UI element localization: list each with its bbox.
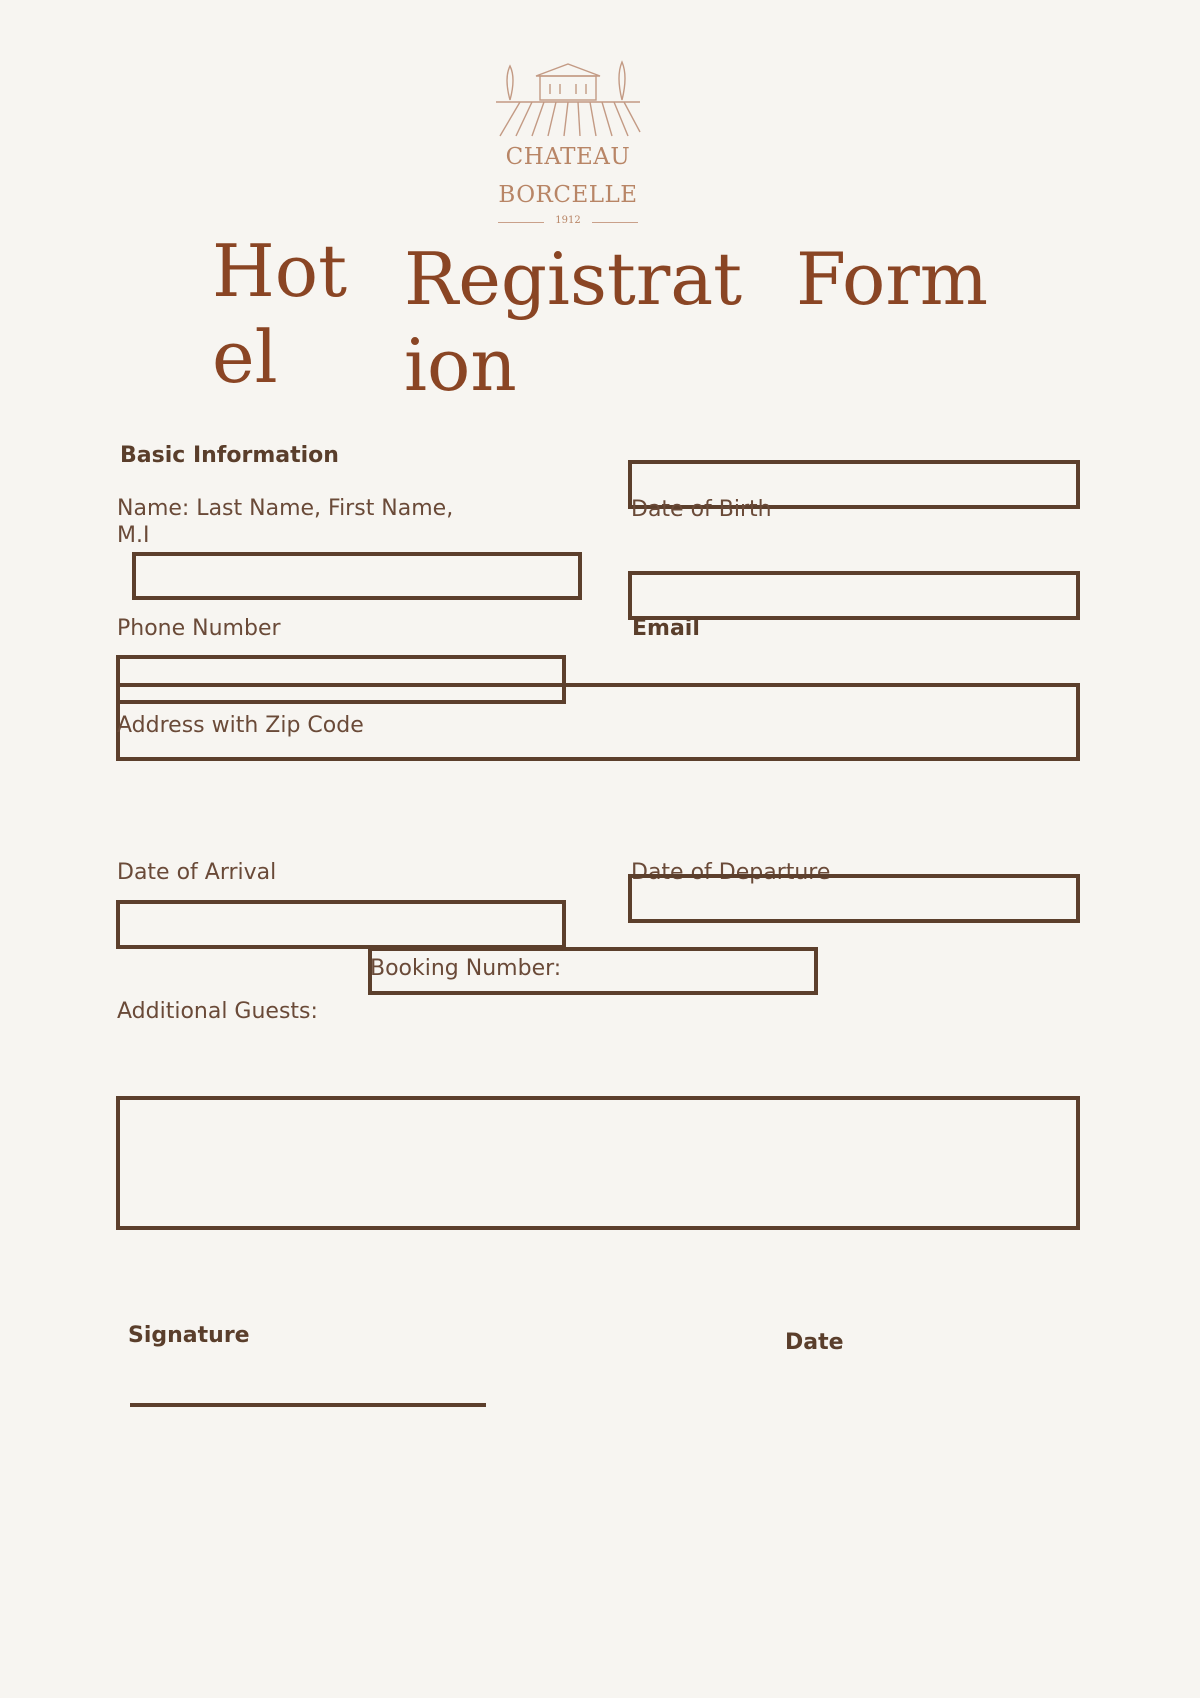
date-of-arrival-field[interactable] bbox=[116, 900, 566, 949]
date-of-departure-label: Date of Departure bbox=[631, 860, 831, 885]
name-field[interactable] bbox=[132, 552, 582, 600]
email-label: Email bbox=[632, 616, 700, 641]
name-label: Name: Last Name, First Name, M.I bbox=[117, 496, 454, 548]
date-of-arrival-label: Date of Arrival bbox=[117, 860, 277, 885]
logo-year: 1912 bbox=[555, 215, 581, 226]
additional-guests-field[interactable] bbox=[116, 1096, 1080, 1230]
title-word-hotel: Hotel bbox=[212, 229, 348, 399]
title-word-registration: Registration bbox=[404, 237, 743, 407]
additional-guests-label: Additional Guests: bbox=[117, 999, 318, 1024]
logo-line-chateau: CHATEAU bbox=[505, 144, 631, 170]
booking-number-label: Booking Number: bbox=[370, 956, 562, 981]
title-word-form: Form bbox=[796, 237, 989, 321]
logo-line-borcelle: BORCELLE bbox=[498, 182, 638, 208]
date-of-departure-field[interactable] bbox=[628, 874, 1080, 923]
chateau-borcelle-logo bbox=[490, 58, 646, 230]
signature-line[interactable] bbox=[130, 1403, 486, 1407]
signature-label: Signature bbox=[128, 1323, 250, 1348]
logo-rule-right bbox=[592, 222, 638, 223]
section-heading-basic-info: Basic Information bbox=[120, 443, 339, 468]
date-label: Date bbox=[785, 1330, 844, 1355]
date-of-birth-label: Date of Birth bbox=[631, 497, 772, 522]
vineyard-illustration-icon bbox=[490, 58, 646, 142]
phone-number-label: Phone Number bbox=[117, 616, 281, 641]
email-field[interactable] bbox=[628, 571, 1080, 620]
address-label: Address with Zip Code bbox=[117, 713, 364, 738]
